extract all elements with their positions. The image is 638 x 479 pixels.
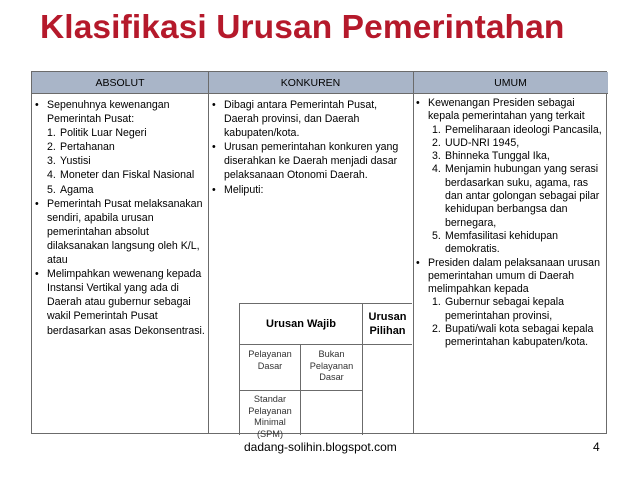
absolut-bullet-2: • Pemerintah Pusat melaksanakan sendiri, apabila urusan pemerintahan absolut dilaksanakan langsung oleh K/L, atau	[35, 197, 207, 267]
list-item: 2. Pertahanan	[47, 141, 115, 154]
umum-bullet-2: • Presiden dalam pelaksanaan urusan pemerintahan umum di Daerah melimpahkan kepada 1. Gubernur sebagai kepala pemerintahan provinsi, 2. Bupati/wali kota sebagai kepala pemerintahan kabupaten/kota.	[416, 257, 606, 350]
list-item: 3. Bhinneka Tunggal Ika,	[432, 150, 550, 163]
umum-column	[416, 97, 606, 350]
list-item: 1. Politik Luar Negeri	[47, 127, 147, 140]
konkuren-bullet-1: • Dibagi antara Pemerintah Pusat, Daerah provinsi, dan Daerah kabupaten/kota.	[212, 98, 410, 140]
list-item: 5. Memfasilitasi kehidupan demokratis.	[432, 229, 559, 256]
spm-cell: Standar Pelayanan Minimal (SPM)	[239, 390, 300, 435]
header-umum: UMUM	[494, 77, 527, 89]
absolut-bullet-3: • Melimpahkan wewenang kepada Instansi Vertikal yang ada di Daerah atau gubernur sebagai wakil Pemerintah Pusat berdasarkan asas Dekonsentrasi.	[35, 267, 207, 337]
column-divider	[208, 72, 209, 433]
list-item: 4. Menjamin hubungan yang serasi berdasarkan suku, agama, ras dan antar golongan sebagai pilar kehidupan berbangsa dan bernegara,	[432, 163, 600, 229]
list-item: 1. Pemeliharaan ideologi Pancasila,	[432, 123, 602, 136]
konkuren-column	[212, 98, 410, 197]
absolut-column	[35, 98, 207, 338]
umum-bullet-1: • Kewenangan Presiden sebagai kepala pemerintahan yang terkait 1. Pemeliharaan ideologi Pancasila, 2. UUD-NRI 1945, 3. Bhinneka Tunggal Ika, 4. Menjamin hubungan yang serasi berdasarkan suku, agama, ras dan antar golongan sebagai pilar kehidupan berbangsa dan bernegara, 5. Memfasilitasi kehidupan demokratis.	[416, 97, 606, 257]
list-item: 2. UUD-NRI 1945,	[432, 136, 520, 149]
list-item: 4. Moneter dan Fiskal Nasional	[47, 169, 195, 182]
empty-cell	[300, 390, 362, 435]
list-item: 3. Yustisi	[47, 155, 91, 168]
column-divider	[413, 72, 414, 433]
list-item: 2. Bupati/wali kota sebagai kepala pemerintahan kabupaten/kota.	[432, 323, 594, 349]
bukan-pelayanan-dasar-cell: Bukan Pelayanan Dasar	[300, 344, 362, 390]
footer-url: dadang-solihin.blogspot.com	[244, 440, 397, 454]
list-item: 1. Gubernur sebagai kepala pemerintahan provinsi,	[432, 296, 564, 322]
konkuren-bullet-2: • Urusan pemerintahan konkuren yang diserahkan ke Daerah menjadi dasar pelaksanaan Otonomi Daerah.	[212, 140, 410, 182]
urusan-pilihan-cell: Urusan Pilihan	[362, 303, 412, 344]
list-item: 5. Agama	[47, 183, 94, 196]
header-absolut: ABSOLUT	[95, 77, 145, 89]
konkuren-bullet-3: • Meliputi:	[212, 183, 410, 197]
urusan-wajib-cell: Urusan Wajib	[239, 303, 362, 344]
absolut-bullet-1: • Sepenuhnya kewenangan Pemerintah Pusat: 1. Politik Luar Negeri 2. Pertahanan 3. Yustisi 4. Moneter dan Fiskal Nasional 5. Agama	[35, 98, 207, 197]
konkuren-subtable	[239, 303, 412, 439]
pilihan-empty-cell	[362, 344, 412, 435]
pelayanan-dasar-cell: Pelayanan Dasar	[239, 344, 300, 390]
page-number: 4	[593, 440, 600, 454]
header-konkuren: KONKUREN	[280, 77, 341, 89]
page-title: Klasifikasi Urusan Pemerintahan	[40, 9, 565, 46]
classification-table	[31, 71, 607, 439]
